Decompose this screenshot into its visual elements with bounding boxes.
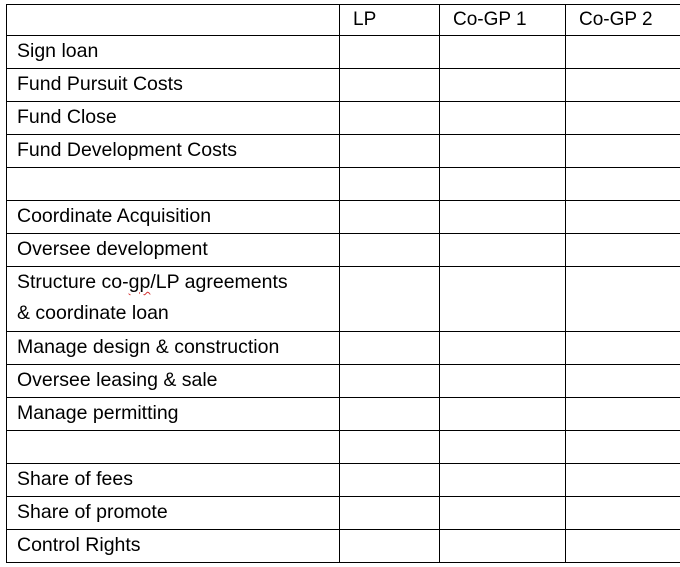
- cell-co-gp-1[interactable]: [440, 36, 566, 69]
- row-label[interactable]: Coordinate Acquisition: [7, 201, 340, 234]
- cell-co-gp-2[interactable]: [566, 135, 680, 168]
- table-row: [7, 398, 680, 431]
- row-label[interactable]: Share of promote: [7, 497, 340, 530]
- cell-lp[interactable]: [340, 332, 440, 365]
- cell-co-gp-2[interactable]: [566, 69, 680, 102]
- cell-lp[interactable]: [340, 267, 440, 332]
- cell-co-gp-2[interactable]: [566, 201, 680, 234]
- table-row: [7, 365, 680, 398]
- cell-co-gp-1[interactable]: [440, 332, 566, 365]
- table-row: [7, 530, 680, 563]
- cell-lp[interactable]: [340, 530, 440, 563]
- cell-co-gp-1[interactable]: [440, 267, 566, 332]
- row-label[interactable]: Control Rights: [7, 530, 340, 563]
- cell-co-gp-1[interactable]: [440, 69, 566, 102]
- cell-co-gp-2[interactable]: [566, 530, 680, 563]
- cell-lp[interactable]: [340, 234, 440, 267]
- table-row: [7, 464, 680, 497]
- cell-lp[interactable]: [340, 168, 440, 201]
- cell-co-gp-1[interactable]: [440, 234, 566, 267]
- cell-lp[interactable]: [340, 135, 440, 168]
- cell-co-gp-1[interactable]: [440, 168, 566, 201]
- header-cell-blank[interactable]: [7, 5, 340, 36]
- row-label-line1-pre: Structure co-: [17, 271, 129, 293]
- cell-co-gp-2[interactable]: [566, 267, 680, 332]
- cell-lp[interactable]: [340, 497, 440, 530]
- cell-lp[interactable]: [340, 201, 440, 234]
- cell-co-gp-2[interactable]: [566, 497, 680, 530]
- cell-co-gp-1[interactable]: [440, 497, 566, 530]
- row-label[interactable]: Share of fees: [7, 464, 340, 497]
- cell-lp[interactable]: [340, 464, 440, 497]
- cell-lp[interactable]: [340, 431, 440, 464]
- table-row: [7, 36, 680, 69]
- cell-lp[interactable]: [340, 36, 440, 69]
- header-cell-co-gp-2[interactable]: Co-GP 2: [566, 5, 680, 36]
- row-label[interactable]: [7, 431, 340, 464]
- row-label[interactable]: Oversee development: [7, 234, 340, 267]
- responsibility-table: [6, 4, 680, 563]
- cell-co-gp-1[interactable]: [440, 201, 566, 234]
- cell-lp[interactable]: [340, 102, 440, 135]
- row-label[interactable]: Manage permitting: [7, 398, 340, 431]
- table-row: [7, 267, 680, 332]
- cell-lp[interactable]: [340, 365, 440, 398]
- cell-co-gp-2[interactable]: [566, 36, 680, 69]
- cell-co-gp-2[interactable]: [566, 332, 680, 365]
- cell-co-gp-1[interactable]: [440, 102, 566, 135]
- table-row: [7, 201, 680, 234]
- cell-co-gp-2[interactable]: [566, 102, 680, 135]
- row-label[interactable]: Fund Development Costs: [7, 135, 340, 168]
- cell-co-gp-1[interactable]: [440, 530, 566, 563]
- row-label[interactable]: Manage design & construction: [7, 332, 340, 365]
- cell-lp[interactable]: [340, 69, 440, 102]
- table-row: [7, 69, 680, 102]
- header-cell-co-gp-1[interactable]: Co-GP 1: [440, 5, 566, 36]
- row-label[interactable]: Fund Close: [7, 102, 340, 135]
- cell-co-gp-2[interactable]: [566, 464, 680, 497]
- table-row: [7, 234, 680, 267]
- cell-co-gp-2[interactable]: [566, 168, 680, 201]
- cell-co-gp-1[interactable]: [440, 431, 566, 464]
- table-row-spacer: [7, 168, 680, 201]
- header-row: [7, 5, 680, 36]
- cell-co-gp-2[interactable]: [566, 234, 680, 267]
- cell-co-gp-2[interactable]: [566, 431, 680, 464]
- cell-co-gp-2[interactable]: [566, 398, 680, 431]
- cell-lp[interactable]: [340, 398, 440, 431]
- table-row: [7, 497, 680, 530]
- misspelled-word: gp: [128, 271, 151, 293]
- row-label[interactable]: Fund Pursuit Costs: [7, 69, 340, 102]
- table-row: [7, 102, 680, 135]
- row-label[interactable]: Sign loan: [7, 36, 340, 69]
- cell-co-gp-2[interactable]: [566, 365, 680, 398]
- cell-co-gp-1[interactable]: [440, 398, 566, 431]
- table-row: [7, 332, 680, 365]
- row-label[interactable]: [7, 168, 340, 201]
- row-label-line1-post: /LP agreements: [150, 271, 288, 293]
- cell-co-gp-1[interactable]: [440, 365, 566, 398]
- header-cell-lp[interactable]: LP: [340, 5, 440, 36]
- cell-co-gp-1[interactable]: [440, 135, 566, 168]
- row-label-multiline[interactable]: [7, 267, 340, 332]
- table-row: [7, 135, 680, 168]
- cell-co-gp-1[interactable]: [440, 464, 566, 497]
- row-label-line2: & coordinate loan: [17, 302, 169, 324]
- row-label[interactable]: Oversee leasing & sale: [7, 365, 340, 398]
- table-row-spacer: [7, 431, 680, 464]
